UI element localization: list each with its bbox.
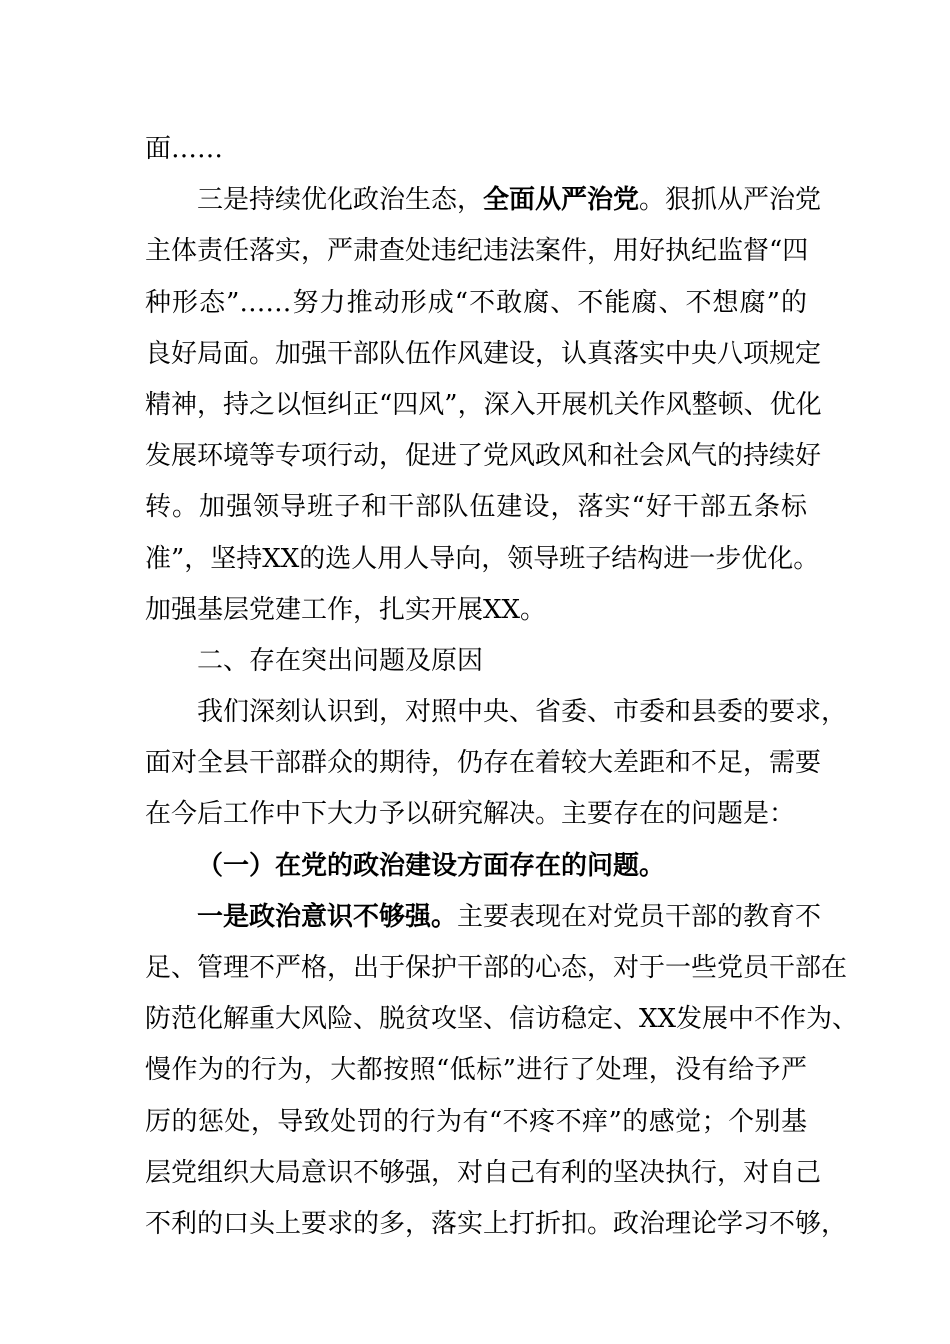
text-line: 层党组织大局意识不够强，对自己有利的坚决执行，对自己 [145,1157,822,1188]
text-line: 我们深刻认识到，对照中央、省委、市委和县委的要求， [197,697,848,728]
text-line: 二、存在突出问题及原因 [197,645,484,676]
text-line: 主体责任落实，严肃查处违纪违法案件，用好执纪监督“四 [145,236,809,267]
text-line: 防范化解重大风险、脱贫攻坚、信访稳定、XX发展中不作为、 [145,1004,859,1035]
text-segment: 。狠抓从严治党 [639,185,822,216]
text-line: 加强基层党建工作，扎实开展XX。 [145,594,547,625]
text-line: 精神，持之以恒纠正“四风”，深入开展机关作风整顿、优化 [145,389,822,420]
text-line: 发展环境等专项行动，促进了党风政风和社会风气的持续好 [145,441,822,472]
text-line: 面…… [145,134,224,164]
text-line [145,175,822,226]
text-line: 足、管理不严格，出于保护干部的心态，对于一些党员干部在 [145,953,848,983]
text-line: 种形态”……努力推动形成“不敢腐、不能腐、不想腐”的 [145,287,807,318]
text-line: 厉的惩处，导致处罚的行为有“不疼不痒”的感觉；个别基 [145,1106,807,1137]
text-line [145,841,807,892]
text-line: 在今后工作中下大力予以研究解决。主要存在的问题是： [145,799,796,830]
bold-text-segment: （一）在党的政治建设方面存在的问题。 [197,850,666,881]
text-line: 良好局面。加强干部队伍作风建设，认真落实中央八项规定 [145,338,822,369]
text-line: 面对全县干部群众的期待，仍存在着较大差距和不足，需要 [145,748,822,779]
text-line: 准”，坚持XX的选人用人导向，领导班子结构进一步优化。 [145,543,820,574]
document-body [145,124,859,1250]
bold-text-segment: 全面从严治党 [483,185,640,216]
text-segment: 主要表现在对党员干部的教育不 [457,901,822,932]
text-line: 转。加强领导班子和干部队伍建设，落实“好干部五条标 [145,492,807,523]
bold-text-segment: 一是政治意识不够强。 [197,901,458,932]
text-line [145,892,822,943]
text-segment: 三是持续优化政治生态， [197,185,484,216]
text-line: 不利的口头上要求的多，落实上打折扣。政治理论学习不够， [145,1208,848,1239]
text-line: 慢作为的行为，大都按照“低标”进行了处理，没有给予严 [145,1055,807,1086]
